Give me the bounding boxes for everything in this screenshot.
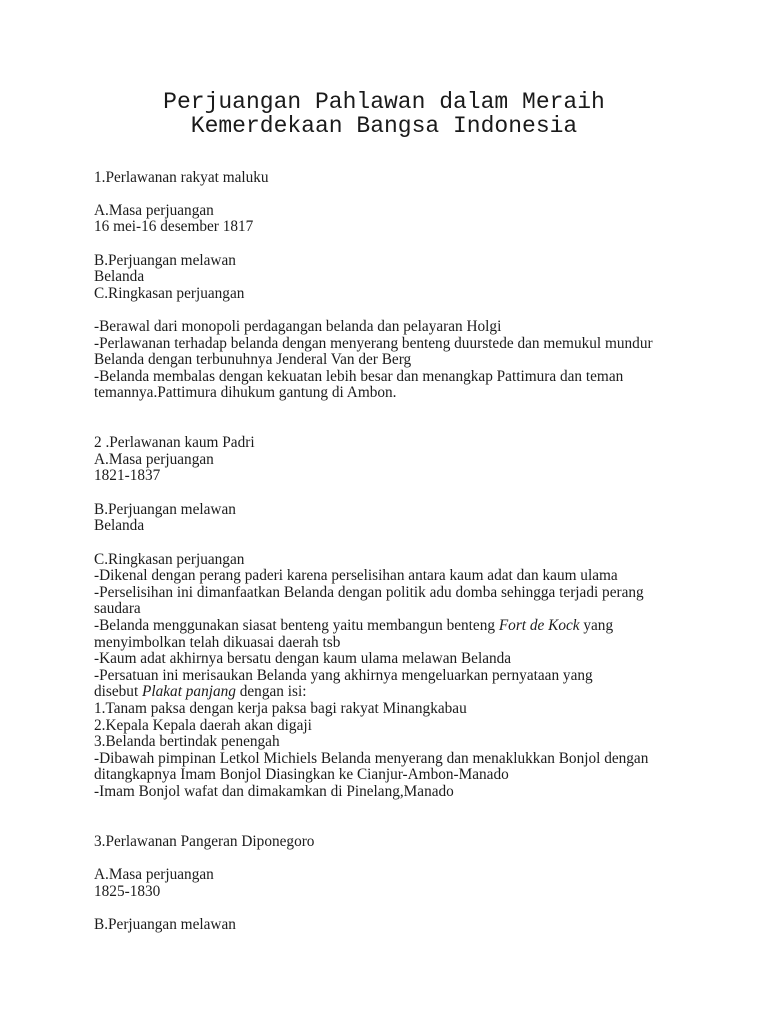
section-heading: 3.Perlawanan Pangeran Diponegoro [94,832,315,850]
summary-line: menyimbolkan telah dikuasai daerah tsb [94,633,341,651]
opponent-value: Belanda [94,268,145,286]
summary-label: C.Ringkasan perjuangan [94,550,245,568]
title-line: Kemerdekaan Bangsa Indonesia [190,113,578,140]
summary-line [94,618,754,635]
summary-line [94,684,754,701]
summary-line: -Imam Bonjol wafat dan dimakamkan di Pinelang,Manado [94,783,454,801]
summary-line: -Perlawanan terhadap belanda dengan menyerang benteng duurstede dan memukul mundur [94,334,653,352]
blank-line [94,419,754,436]
blank-line [94,817,754,834]
blank-line [94,402,754,419]
period-label: A.Masa perjuangan [94,450,214,468]
period-label: A.Masa perjuangan [94,866,214,884]
summary-line: -Kaum adat akhirnya bersatu dengan kaum ulama melawan Belanda [94,650,512,668]
document-body [94,170,754,934]
section-perlawanan-kaum-padri [94,435,754,834]
period-value: 16 mei-16 desember 1817 [94,218,254,236]
period-label: A.Masa perjuangan [94,201,214,219]
summary-line: Belanda dengan terbunuhnya Jenderal Van der Berg [94,351,412,369]
italic-term: Fort de Kock [498,616,580,634]
section-heading: 2 .Perlawanan kaum Padri [94,434,255,452]
summary-line: -Perselisihan ini dimanfaatkan Belanda dengan politik adu domba sehingga terjadi perang [94,583,644,601]
summary-line: 3.Belanda bertindak penengah [94,733,280,751]
summary-line: -Dikenal dengan perang paderi karena perselisihan antara kaum adat dan kaum ulama [94,567,618,585]
summary-label: C.Ringkasan perjuangan [94,284,245,302]
opponent-label: B.Perjuangan melawan [94,500,236,518]
summary-line-text: -Belanda menggunakan siasat benteng yaitu membangun benteng [94,616,499,634]
opponent-label: B.Perjuangan melawan [94,251,236,269]
summary-line: 2.Kepala Kepala daerah akan digaji [94,716,312,734]
opponent-value: Belanda [94,517,145,535]
summary-line: 1.Tanam paksa dengan kerja paksa bagi rakyat Minangkabau [94,700,467,717]
summary-line: temannya.Pattimura dihukum gantung di Ambon. [94,384,397,402]
summary-line: -Berawal dari monopoli perdagangan belanda dan pelayaran Holgi [94,317,502,335]
summary-line: -Dibawah pimpinan Letkol Michiels Belanda menyerang dan menaklukkan Bonjol dengan [94,749,649,767]
summary-line: -Persatuan ini merisaukan Belanda yang akhirnya mengeluarkan pernyataan yang [94,666,593,684]
blank-line [94,186,754,203]
document-title [0,90,768,139]
summary-line-text: yang [579,616,614,634]
blank-line [94,302,754,319]
summary-line: -Belanda membalas dengan kekuatan lebih besar dan menangkap Pattimura dan teman [94,367,624,385]
summary-line: ditangkapnya Imam Bonjol Diasingkan ke Cianjur-Ambon-Manado [94,766,509,784]
period-value: 1821-1837 [94,467,161,485]
blank-line [94,850,754,867]
summary-line: saudara [94,600,141,618]
blank-line [94,535,754,552]
blank-line [94,900,754,917]
summary-line-text: dengan isi: [235,683,307,701]
italic-term: Plakat panjang [142,683,236,701]
period-value: 1825-1830 [94,882,161,900]
title-line: Perjuangan Pahlawan dalam Meraih [163,88,605,115]
blank-line [94,485,754,502]
section-perlawanan-pangeran-diponegoro [94,834,754,934]
opponent-label: B.Perjuangan melawan [94,915,236,933]
section-heading: 1.Perlawanan rakyat maluku [94,168,269,186]
section-perlawanan-rakyat-maluku [94,170,754,436]
blank-line [94,801,754,818]
blank-line [94,236,754,253]
summary-line-text: disebut [94,683,143,701]
